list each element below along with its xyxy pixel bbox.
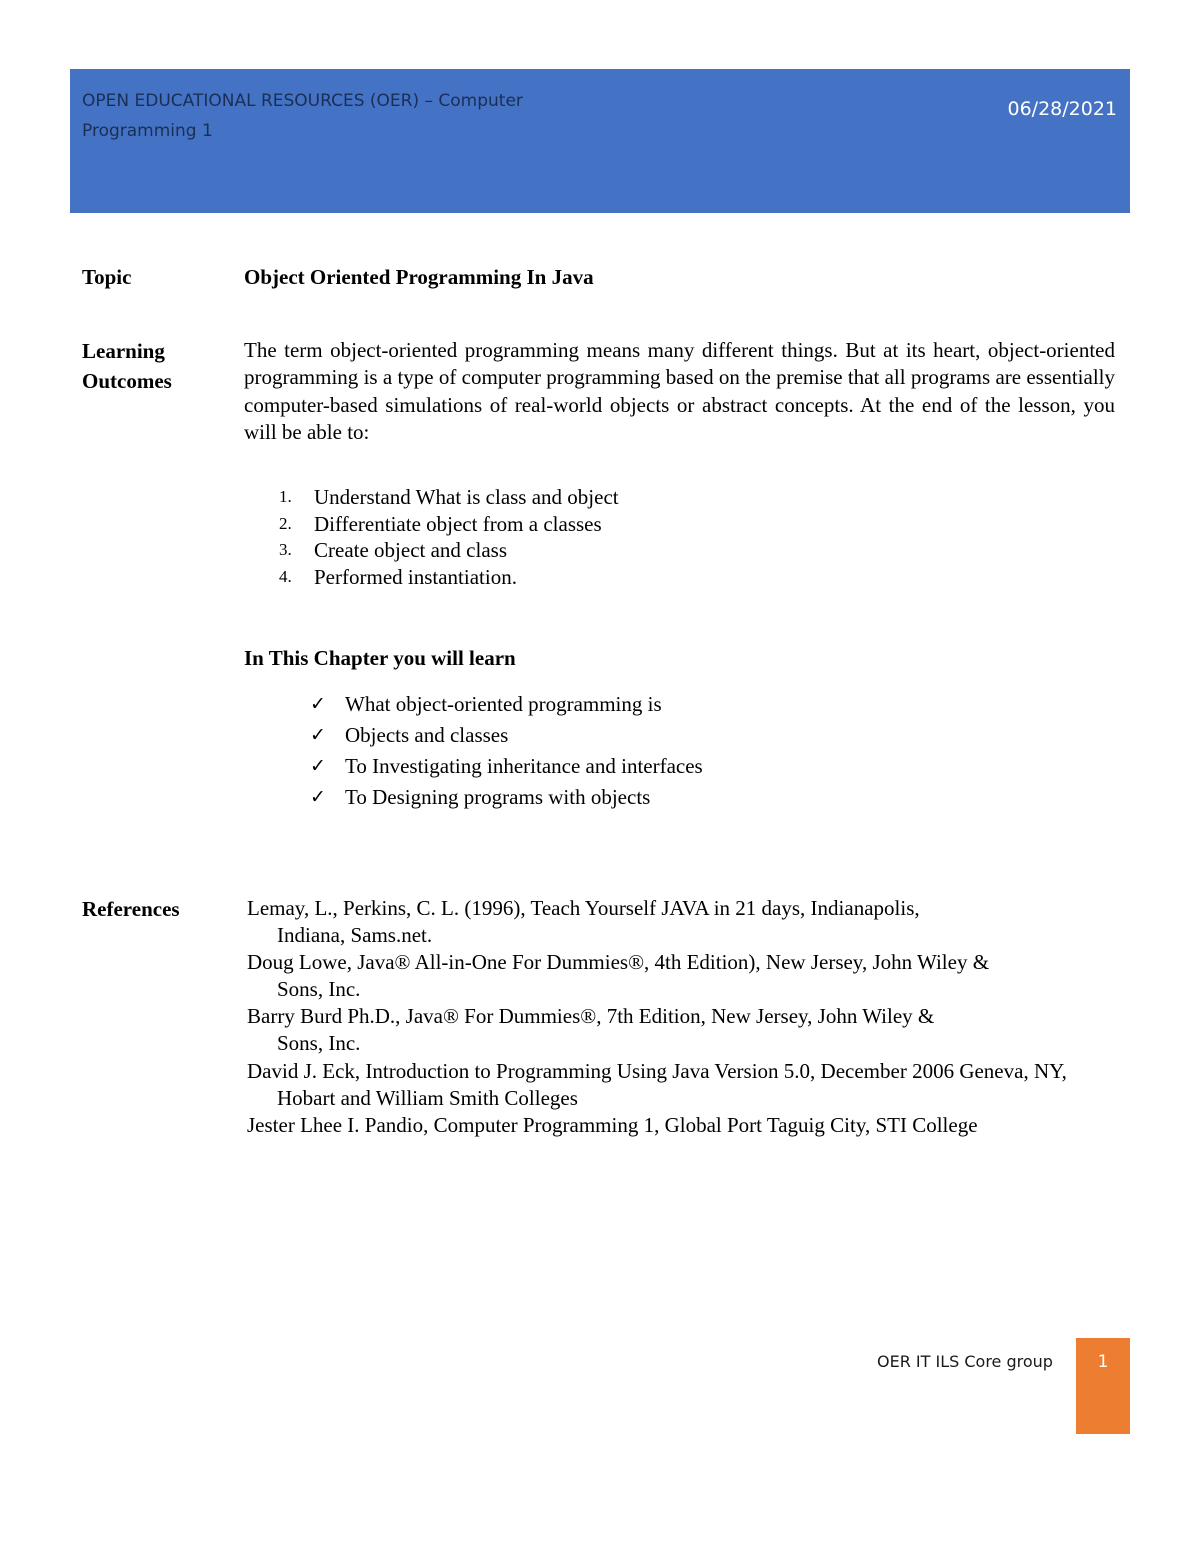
checklist-text: What object-oriented programming is <box>345 692 662 716</box>
chapter-heading: In This Chapter you will learn <box>244 646 516 670</box>
outcomes-list <box>244 484 619 591</box>
outcome-number: 3. <box>279 540 292 560</box>
references-list <box>247 895 1137 1139</box>
outcome-number: 2. <box>279 513 292 533</box>
learning-outcomes-intro: The term object-oriented programming means many different things. But at its heart, object-oriented programming is a type of computer programming based on the premise that all programs are essentially computer-based simulations of real-world objects or abstract concepts. At the end of the lesson, you will be able to: <box>244 338 1115 444</box>
footer-label: OER IT ILS Core group <box>877 1352 1053 1371</box>
checklist-text: Objects and classes <box>345 723 509 747</box>
references-label: References <box>82 897 180 921</box>
outcome-item <box>244 484 619 511</box>
header-date: 06/28/2021 <box>1007 98 1117 120</box>
chapter-checklist <box>244 689 703 813</box>
topic-label: Topic <box>82 265 132 289</box>
checklist-text: To Investigating inheritance and interfaces <box>345 754 703 778</box>
checklist-item <box>244 782 703 813</box>
page-number: 1 <box>1097 1352 1109 1372</box>
learning-outcomes-label <box>82 336 172 396</box>
outcome-number: 4. <box>279 567 292 587</box>
checklist-text: To Designing programs with objects <box>345 785 651 809</box>
header-band <box>70 69 1130 213</box>
learning-outcomes-label-line1: Learning <box>82 339 165 363</box>
page-number-box <box>1076 1338 1130 1434</box>
outcome-number: 1. <box>279 487 292 506</box>
learning-outcomes-label-line2: Outcomes <box>82 369 172 393</box>
outcome-text: Create object and class <box>314 538 507 563</box>
reference-item: Lemay, L., Perkins, C. L. (1996), Teach Yourself JAVA in 21 days, Indianapolis, Indiana, Sams.net. <box>247 896 920 948</box>
reference-item: David J. Eck, Introduction to Programming Using Java Version 5.0, December 2006 Geneva, NY, Hobart and William Smith Colleges <box>247 1058 1067 1110</box>
check-icon: ✓ <box>310 786 326 808</box>
checklist-item <box>244 720 703 751</box>
outcome-text: Differentiate object from a classes <box>314 511 602 536</box>
checklist-item <box>244 751 703 782</box>
reference-item: Doug Lowe, Java® All-in-One For Dummies®, 4th Edition), New Jersey, John Wiley & Sons, Inc. <box>247 950 990 1002</box>
outcome-item <box>244 564 619 591</box>
outcome-text: Understand What is class and object <box>314 485 619 509</box>
check-icon: ✓ <box>310 693 326 715</box>
header-title-line1: OPEN EDUCATIONAL RESOURCES (OER) – Computer <box>82 91 523 111</box>
outcome-item <box>244 537 619 564</box>
outcome-item <box>244 511 619 538</box>
header-title-line2: Programming 1 <box>82 121 213 141</box>
check-icon: ✓ <box>310 724 326 746</box>
reference-item: Jester Lhee I. Pandio, Computer Programming 1, Global Port Taguig City, STI College <box>247 1112 978 1137</box>
reference-item: Barry Burd Ph.D., Java® For Dummies®, 7th Edition, New Jersey, John Wiley & Sons, Inc. <box>247 1004 935 1056</box>
header-title <box>82 86 602 146</box>
check-icon: ✓ <box>310 755 326 777</box>
topic-value: Object Oriented Programming In Java <box>244 265 594 289</box>
checklist-item <box>244 689 703 720</box>
outcome-text: Performed instantiation. <box>314 565 517 590</box>
